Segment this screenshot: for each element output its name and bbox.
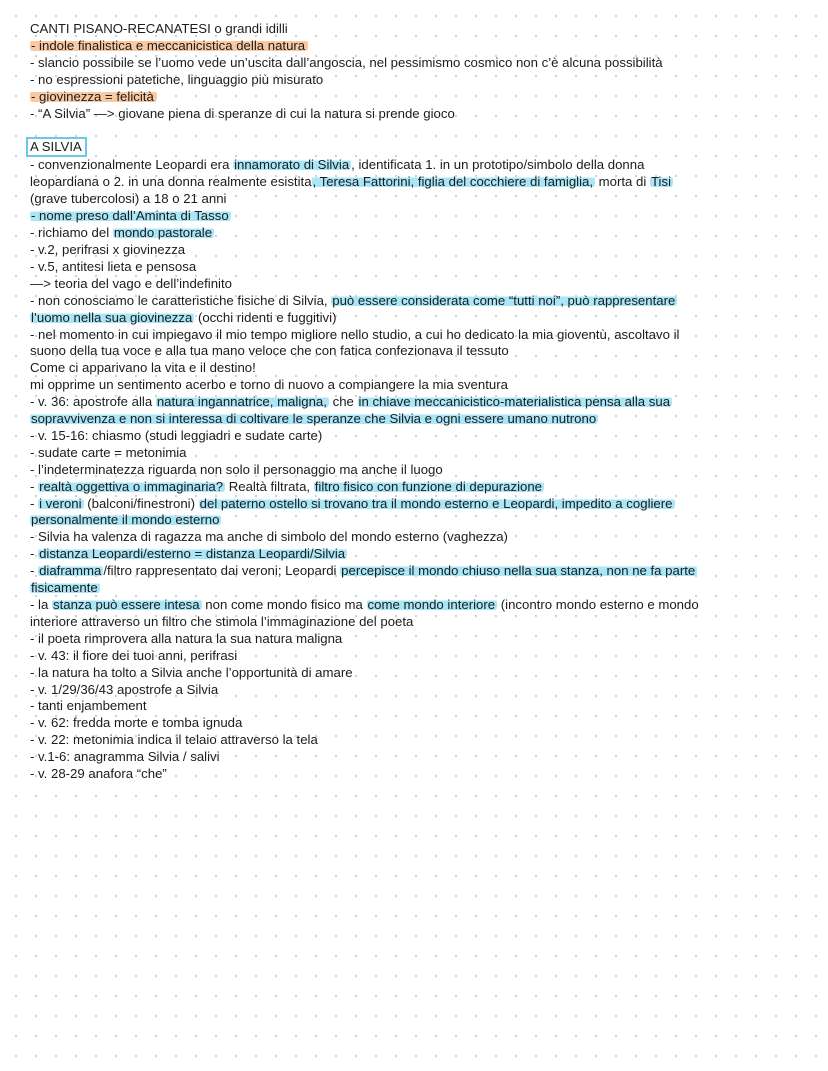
- note-line: [30, 38, 790, 55]
- highlight-blue: natura ingannatrice, maligna,: [156, 394, 327, 410]
- note-line: - la stanza può essere intesa non come mondo fisico ma come mondo interiore (incontro mondo esterno e mondo: [30, 597, 699, 612]
- note-line: l’uomo nella sua giovinezza (occhi ridenti e fuggitivi): [31, 309, 337, 325]
- note-line: (grave tubercolosi) a 18 o 21 anni: [30, 191, 227, 207]
- note-line: - v. 15-16: chiasmo (studi leggiadri e sudate carte): [30, 427, 323, 443]
- note-line: - no espressioni patetiche, linguaggio più misurato: [30, 71, 324, 87]
- note-line: - slancio possibile se l’uomo vede un’uscita dall’angoscia, nel pessimismo cosmico non c’è alcuna possibilità: [30, 54, 663, 70]
- note-line: - distanza Leopardi/esterno = distanza Leopardi/Silvia: [30, 546, 346, 562]
- highlight-blue: - nome preso dall’Aminta di Tasso: [31, 208, 229, 224]
- title-box: A SILVIA: [26, 137, 87, 157]
- note-line: - l’indeterminatezza riguarda non solo il personaggio ma anche il luogo: [30, 461, 443, 477]
- highlight-blue: innamorato di Silvia: [234, 157, 350, 173]
- note-line: [30, 512, 790, 529]
- note-line: - sudate carte = metonimia: [30, 444, 187, 460]
- note-line: - v. 62: fredda morte e tomba ignuda: [30, 715, 243, 731]
- heading-canti-title: CANTI PISANO-RECANATESI: [30, 21, 211, 36]
- note-line: - “A Silvia” —> giovane piena di speranze di cui la natura si prende gioco: [30, 105, 455, 121]
- note-line: Come ci apparivano la vita e il destino!: [30, 360, 256, 376]
- highlight-blue: mondo pastorale: [113, 225, 213, 241]
- note-line: - i veroni (balconi/finestroni) del paterno ostello si trovano tra il mondo esterno e Leopardi, impedito a cogliere: [30, 495, 673, 511]
- note-line: - v. 43: il fiore dei tuoi anni, perifrasi: [30, 647, 238, 663]
- note-line: - tanti enjambement: [30, 698, 147, 714]
- note-line: suono della tua voce e alla tua mano veloce che con fatica confezionava il tessuto: [30, 343, 509, 359]
- notes-page: [30, 21, 790, 783]
- highlight-orange: - giovinezza = felicità: [30, 89, 157, 104]
- highlight-orange: - indole finalistica e meccanicistica della natura: [30, 38, 308, 53]
- highlight-blue: in chiave meccanicistico-materialistica pensa alla sua: [358, 394, 671, 410]
- note-line: leopardiana o 2. in una donna realmente esistita, Teresa Fattorini, figlia del cocchiere di famiglia, morta di Tisi: [30, 174, 672, 190]
- note-line: [30, 580, 790, 597]
- note-line: - v. 28-29 anafora “che”: [30, 766, 167, 782]
- note-line: [30, 208, 790, 225]
- spacer: [30, 122, 790, 137]
- heading-canti-subtitle: o grandi idilli: [210, 21, 288, 36]
- note-line: - v.2, perifrasi x giovinezza: [30, 241, 186, 257]
- note-line: - non conosciamo le caratteristiche fisiche di Silvia, può essere considerata come “tutti noi”, può rappresentare: [30, 292, 676, 308]
- note-line: - realtà oggettiva o immaginaria? Realtà filtrata, filtro fisico con funzione di depurazione: [30, 478, 543, 494]
- note-line: mi opprime un sentimento acerbo e torno di nuovo a compiangere la mia sventura: [30, 377, 508, 393]
- highlight-blue: fisicamente: [31, 580, 98, 596]
- highlight-blue: personalmente il mondo esterno: [31, 512, 220, 528]
- note-line: - convenzionalmente Leopardi era innamorato di Silvia , identificata 1. in un prototipo/simbolo della donna: [30, 157, 645, 173]
- highlight-blue: realtà oggettiva o immaginaria?: [39, 478, 224, 494]
- highlight-blue: distanza Leopardi/esterno = distanza Leopardi/Silvia: [39, 546, 346, 562]
- note-line: - richiamo del mondo pastorale: [30, 225, 213, 241]
- note-line: - v.1-6: anagramma Silvia / salivi: [30, 749, 220, 765]
- highlight-blue: Tisi: [650, 174, 672, 190]
- heading-a-silvia: [30, 137, 790, 157]
- highlight-blue: i veroni: [39, 495, 82, 511]
- note-line: - v. 36: apostrofe alla natura ingannatrice, maligna, che in chiave meccanicistico-materialistica pensa alla sua: [30, 394, 671, 410]
- note-line: - diaframma /filtro rappresentato dai veroni; Leopardi percepisce il mondo chiuso nella sua stanza, non ne fa parte: [30, 563, 696, 579]
- highlight-blue: stanza può essere intesa: [52, 597, 200, 612]
- highlight-blue: percepisce il mondo chiuso nella sua stanza, non ne fa parte: [341, 563, 696, 579]
- note-line: —> teoria del vago e dell’indefinito: [30, 275, 232, 291]
- highlight-blue: sopravvivenza e non si interessa di coltivare le speranze che Silvia e ogni essere umano nutrono: [31, 411, 597, 427]
- note-line: [30, 89, 790, 106]
- highlight-blue: come mondo interiore: [367, 597, 496, 612]
- note-line: interiore attraverso un filtro che stimola l’immaginazione del poeta: [30, 613, 414, 629]
- highlight-blue: l’uomo nella sua giovinezza: [31, 309, 193, 325]
- note-line: - la natura ha tolto a Silvia anche l’opportunità di amare: [30, 664, 353, 680]
- note-line: - v. 22: metonimia indica il telaio attraverso la tela: [30, 732, 318, 748]
- note-line: - Silvia ha valenza di ragazza ma anche di simbolo del mondo esterno (vaghezza): [30, 529, 508, 545]
- note-line: - v. 1/29/36/43 apostrofe a Silvia: [30, 681, 219, 697]
- heading-canti: [30, 21, 790, 38]
- highlight-blue: del paterno ostello si trovano tra il mondo esterno e Leopardi, impedito a cogliere: [199, 495, 673, 511]
- note-line: [30, 411, 790, 428]
- highlight-blue: può essere considerata come “tutti noi”, può rappresentare: [332, 292, 676, 308]
- highlight-blue: , Teresa Fattorini, figlia del cocchiere di famiglia,: [312, 174, 594, 190]
- note-line: - v.5, antitesi lieta e pensosa: [30, 258, 197, 274]
- note-line: - nel momento in cui impiegavo il mio tempo migliore nello studio, a cui ho dedicato la mia gioventù, ascoltavo il: [30, 326, 680, 342]
- highlight-blue: diaframma: [39, 563, 102, 579]
- highlight-blue: filtro fisico con funzione di depurazione: [314, 478, 543, 494]
- note-line: - il poeta rimprovera alla natura la sua natura maligna: [30, 630, 343, 646]
